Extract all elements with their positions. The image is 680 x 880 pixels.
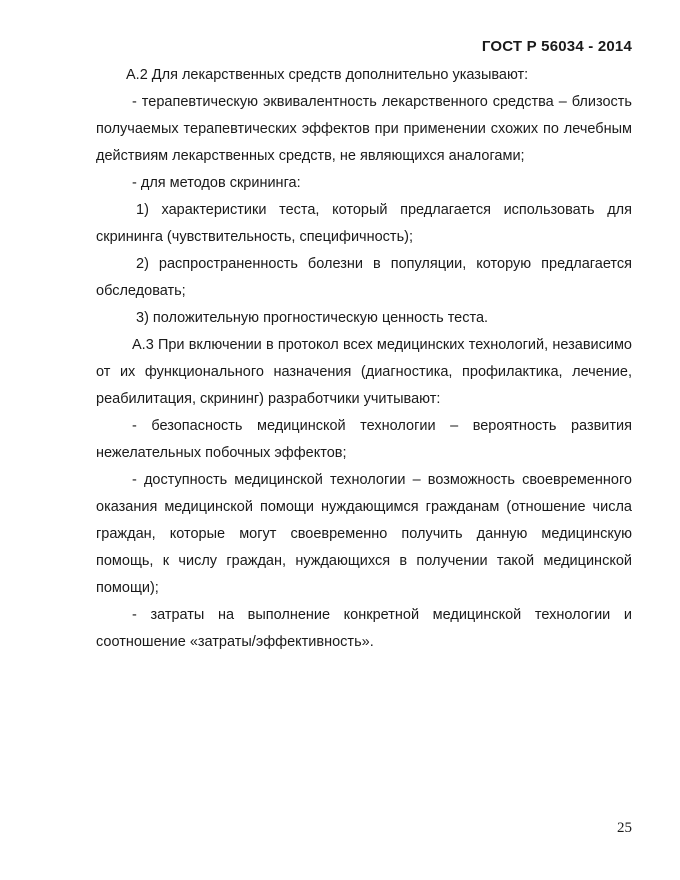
paragraph-a2-intro: А.2 Для лекарственных средств дополнительно указывают:: [126, 67, 529, 83]
paragraph-screening-item-2: 2) распространенность болезни в популяции, которую предлагается обследовать;: [96, 256, 632, 299]
paragraph-accessibility: - доступность медицинской технологии – возможность своевременного оказания медицинской помощи нуждающимся гражданам (отношение числа граждан, которые могут своевременно получить данную медицинскую помощь, к числу граждан, нуждающихся в получении такой медицинской помощи);: [96, 472, 632, 596]
page-number: 25: [617, 820, 632, 836]
paragraph-a3-intro: А.3 При включении в протокол всех медицинских технологий, независимо от их функционального назначения (диагностика, профилактика, лечение, реабилитация, скрининг) разработчики учитывают:: [96, 337, 632, 407]
paragraph-screening-item-1: 1) характеристики теста, который предлагается использовать для скрининга (чувствительность, специфичность);: [96, 202, 632, 245]
paragraph-screening-item-3: 3) положительную прогностическую ценность теста.: [136, 310, 489, 326]
document-header-code: ГОСТ Р 56034 - 2014: [481, 38, 632, 55]
document-body: [96, 62, 632, 656]
paragraph-therapeutic-equivalence: - терапевтическую эквивалентность лекарственного средства – близость получаемых терапевтических эффектов при применении схожих по лечебным действиям лекарственных средств, не являющихся аналогами;: [96, 94, 632, 164]
paragraph-screening-methods: - для методов скрининга:: [132, 175, 301, 191]
paragraph-safety: - безопасность медицинской технологии – вероятность развития нежелательных побочных эффектов;: [96, 418, 632, 461]
paragraph-costs: - затраты на выполнение конкретной медицинской технологии и соотношение «затраты/эффективность».: [96, 607, 632, 650]
